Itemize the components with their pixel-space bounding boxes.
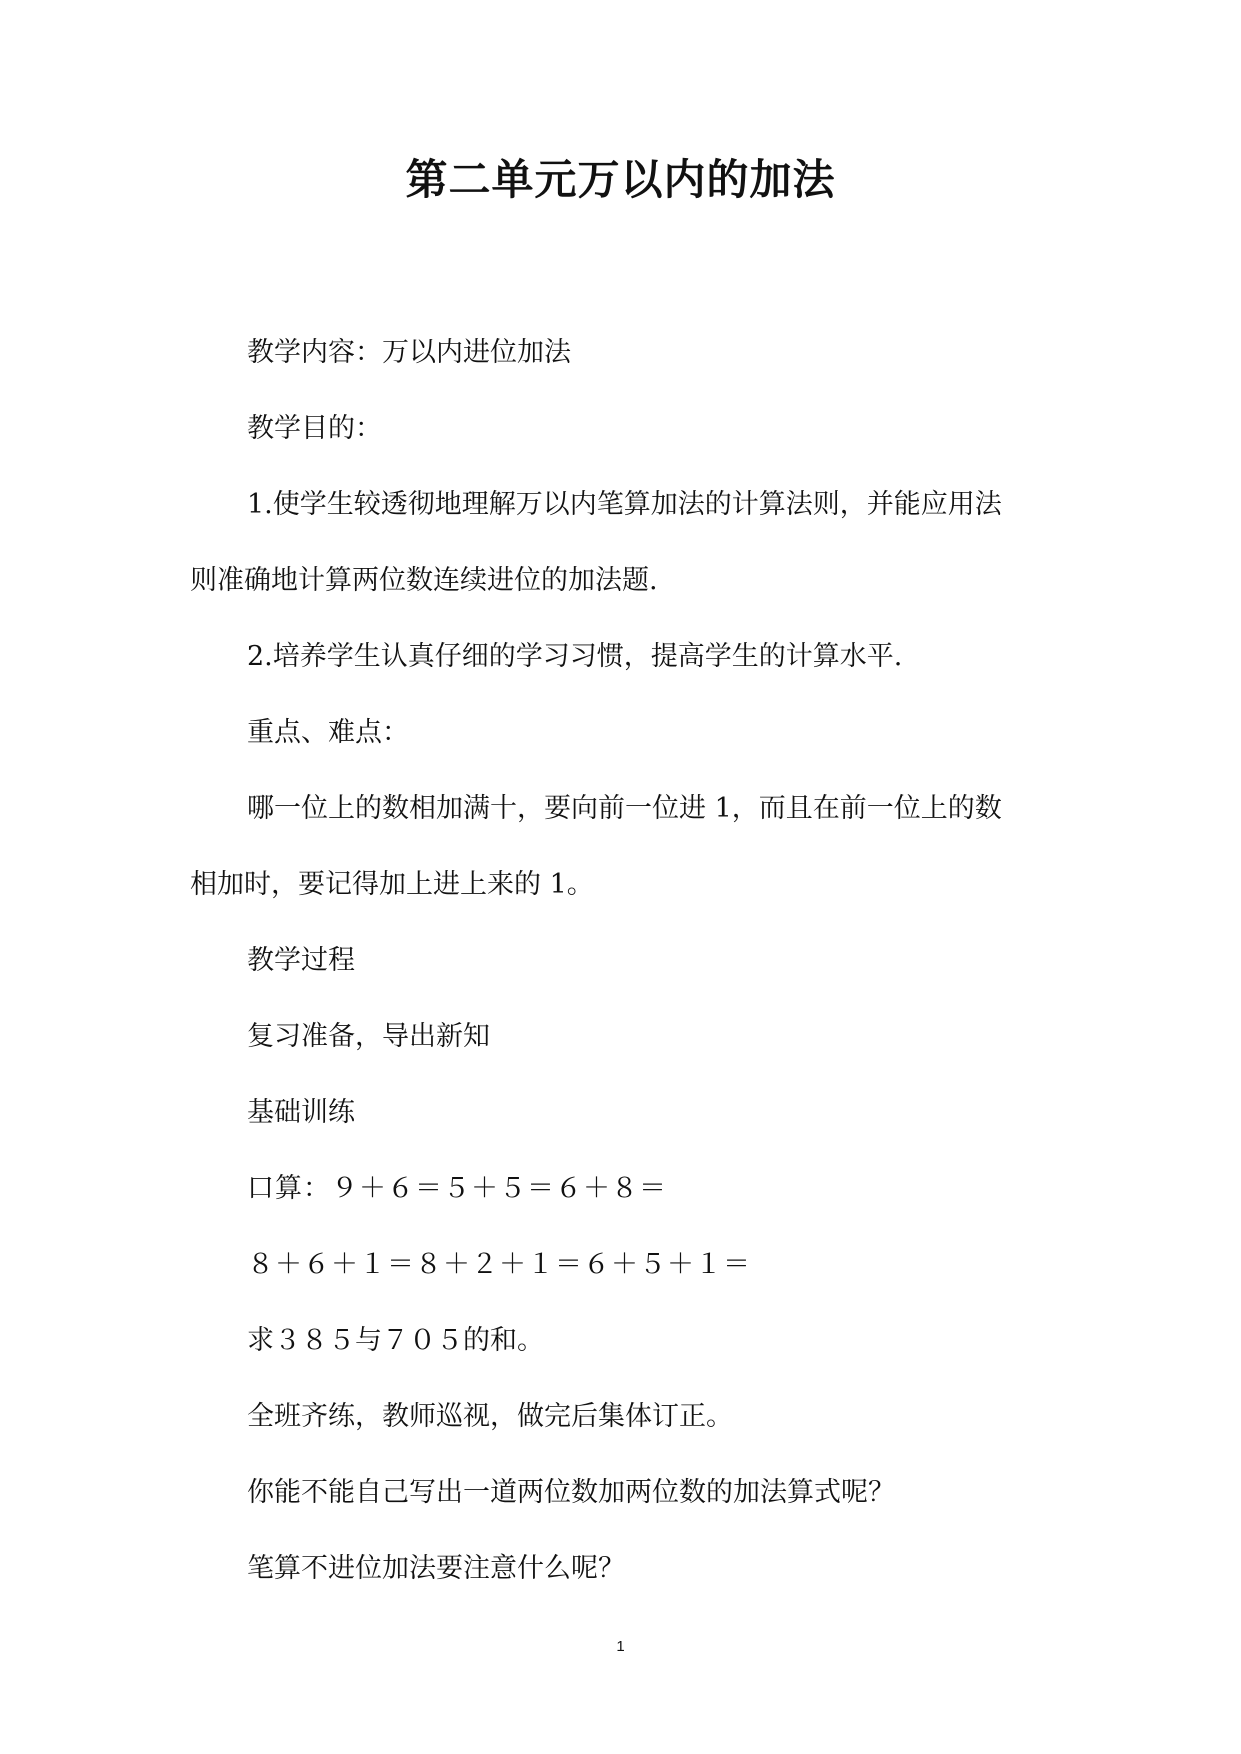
paragraph-basic-training: 基础训练 <box>247 1097 355 1128</box>
paragraph-attention-question: 笔算不进位加法要注意什么呢？ <box>247 1553 625 1584</box>
paragraph-key-points-line-1: 哪一位上的数相加满十，要向前一位进 1，而且在前一位上的数 <box>247 793 1002 824</box>
paragraph-review: 复习准备，导出新知 <box>247 1021 490 1052</box>
paragraph-write-equation: 你能不能自己写出一道两位数加两位数的加法算式呢？ <box>247 1477 895 1508</box>
paragraph-sum-question: 求３８５与７０５的和。 <box>247 1325 544 1356</box>
paragraph-oral-calc-2: ８＋６＋１＝８＋２＋１＝６＋５＋１＝ <box>247 1249 751 1280</box>
paragraph-goal-1-line-2: 则准确地计算两位数连续进位的加法题. <box>190 565 658 596</box>
paragraph-oral-calc-1: 口算：９＋６＝５＋５＝６＋８＝ <box>247 1173 667 1204</box>
paragraph-key-points-line-2: 相加时，要记得加上进上来的 1。 <box>190 869 594 900</box>
paragraph-class-practice: 全班齐练，教师巡视，做完后集体订正。 <box>247 1401 733 1432</box>
paragraph-goal-1-line-1: 1.使学生较透彻地理解万以内笔算加法的计算法则，并能应用法 <box>247 489 1002 520</box>
paragraph-teaching-process: 教学过程 <box>247 945 355 976</box>
paragraph-teaching-goals-heading: 教学目的： <box>247 413 382 444</box>
document-title: 第二单元万以内的加法 <box>405 155 836 204</box>
paragraph-teaching-content: 教学内容：万以内进位加法 <box>247 337 571 368</box>
paragraph-key-points-heading: 重点、难点： <box>247 717 409 748</box>
page-number: 1 <box>616 1638 625 1655</box>
paragraph-goal-2: 2.培养学生认真仔细的学习习惯，提高学生的计算水平. <box>247 641 903 672</box>
